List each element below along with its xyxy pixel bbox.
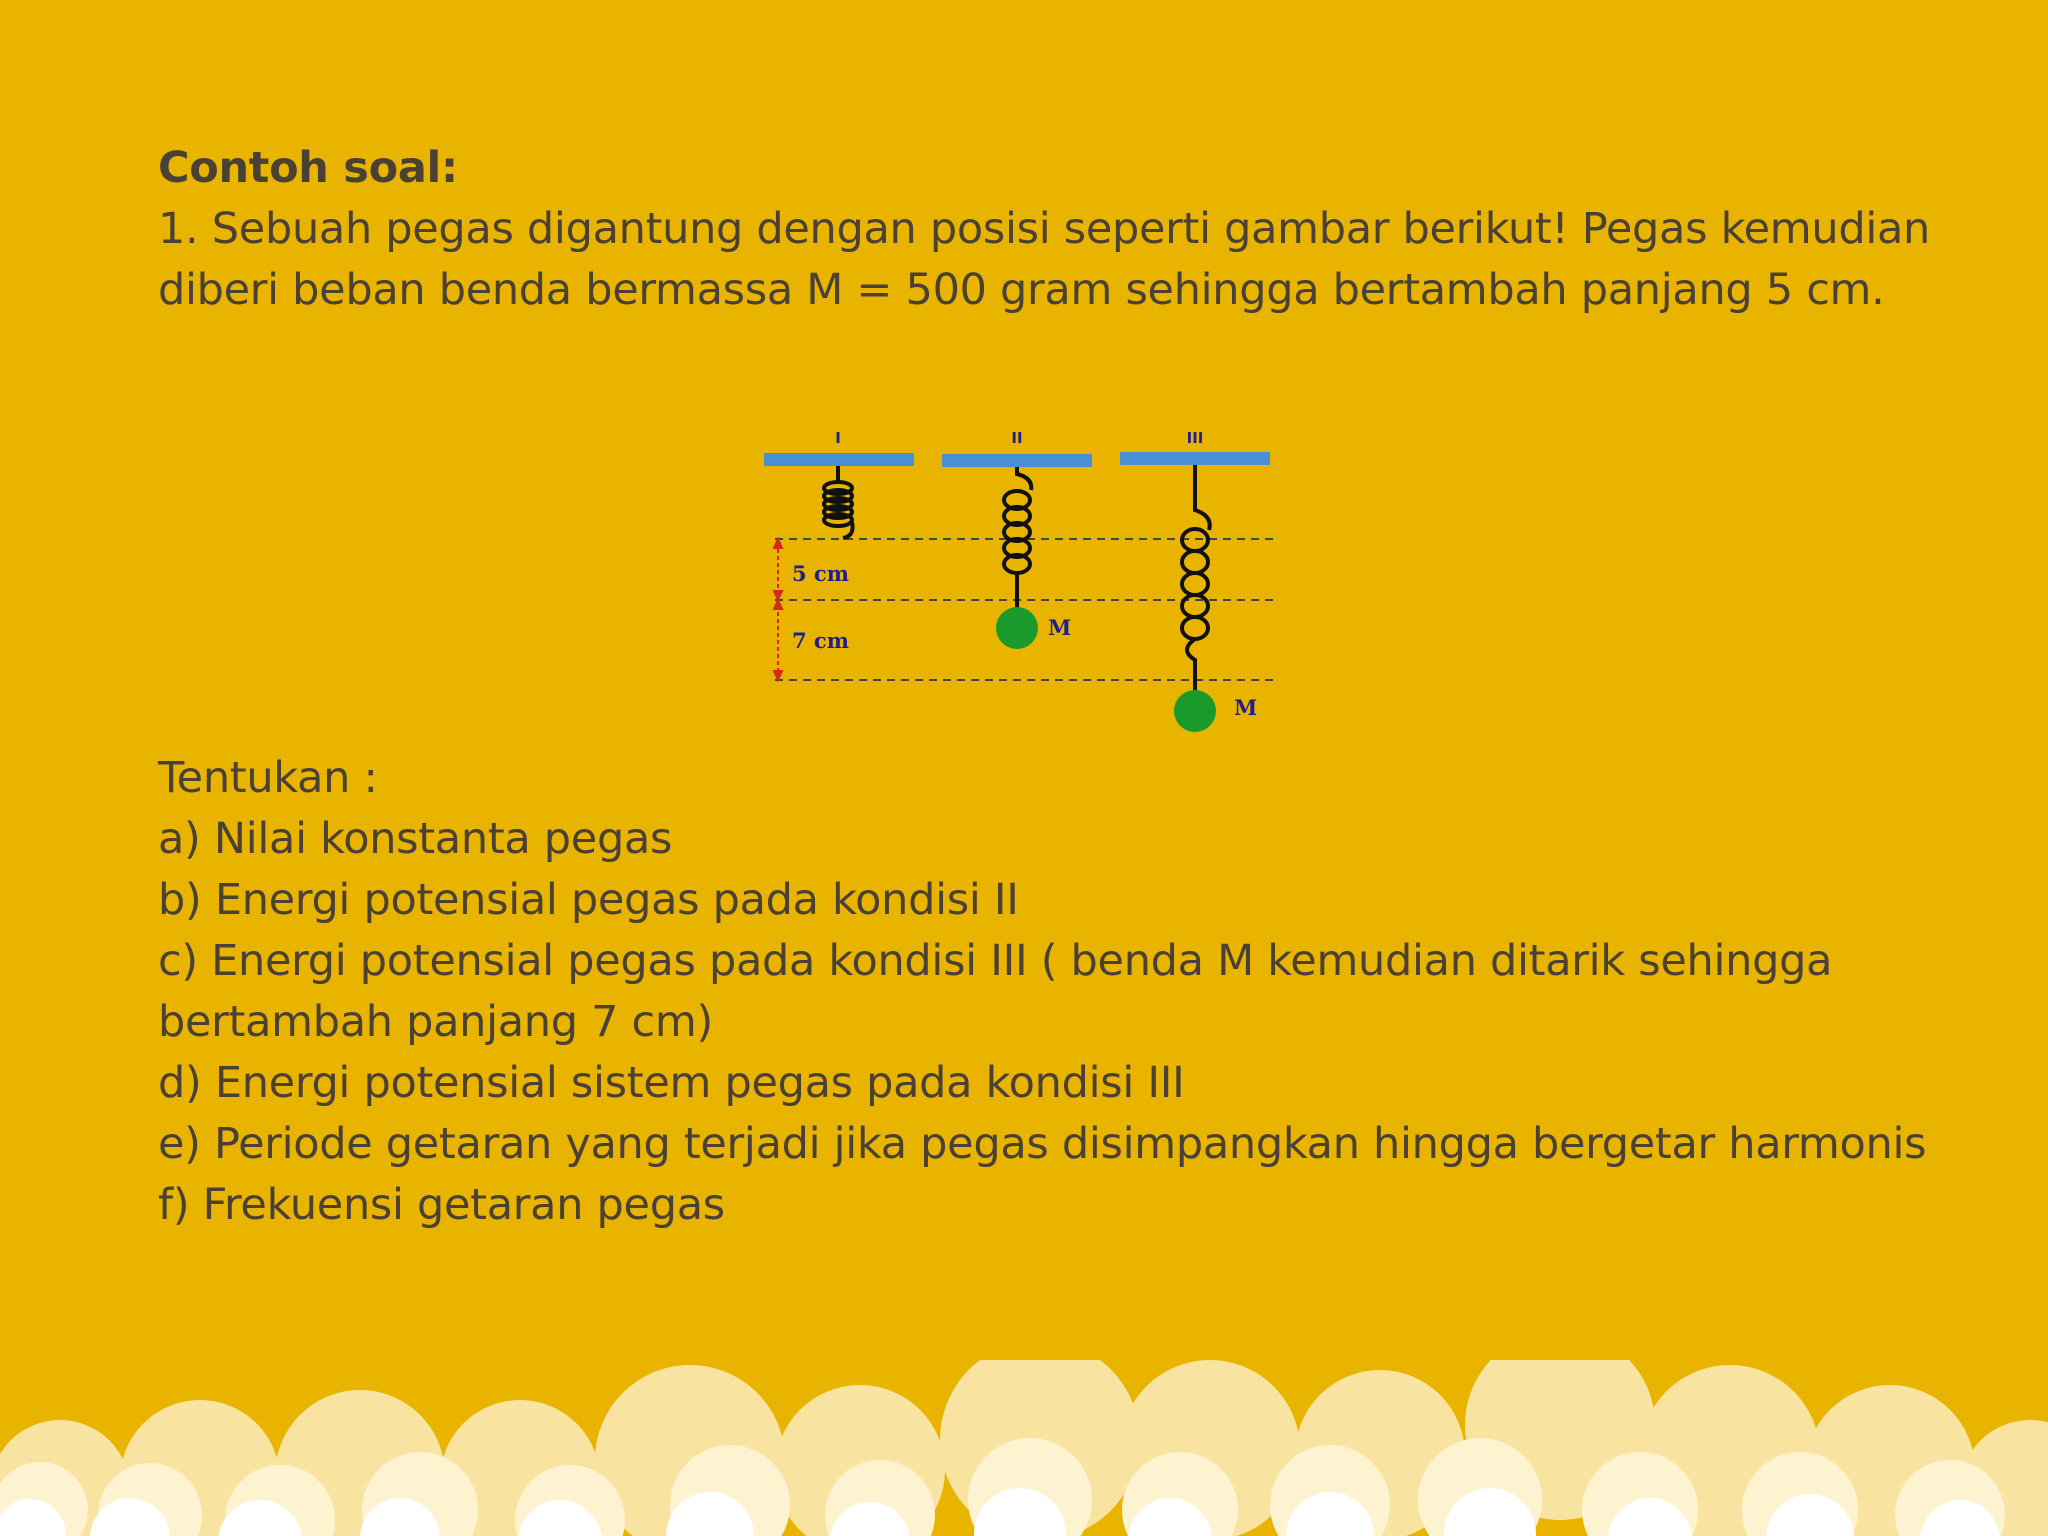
- ceiling-bar-iii: [1120, 452, 1270, 465]
- cloud-decoration: [0, 1360, 2048, 1536]
- ceiling-bar-i: [764, 453, 914, 466]
- task-c: c) Energi potensial pegas pada kondisi III ( benda M kemudian ditarik sehingga: [158, 936, 1833, 986]
- condition-label-i: I: [835, 429, 841, 447]
- problem-line-1: 1. Sebuah pegas digantung dengan posisi seperti gambar berikut! Pegas kemudian: [158, 204, 1930, 254]
- task-a: a) Nilai konstanta pegas: [158, 814, 673, 864]
- mass-label-ii: M: [1048, 615, 1072, 640]
- ceiling-bar-ii: [942, 454, 1092, 467]
- task-b: b) Energi potensial pegas pada kondisi II: [158, 875, 1019, 925]
- spring-i: [824, 466, 853, 538]
- spring-iii: [1182, 465, 1210, 690]
- condition-label-ii: II: [1011, 429, 1023, 447]
- task-prompt: Tentukan :: [158, 753, 378, 803]
- mass-iii: [1174, 690, 1216, 732]
- mass-ii: [996, 607, 1038, 649]
- mass-label-iii: M: [1234, 695, 1258, 720]
- slide-heading: Contoh soal:: [158, 143, 458, 193]
- task-f: f) Frekuensi getaran pegas: [158, 1180, 725, 1230]
- dimension-label-7cm: 7 cm: [792, 628, 849, 653]
- dimension-label-5cm: 5 cm: [792, 561, 849, 586]
- task-e: e) Periode getaran yang terjadi jika pegas disimpangkan hingga bergetar harmonis: [158, 1119, 1927, 1169]
- condition-label-iii: III: [1186, 429, 1204, 447]
- spring-diagram: [755, 418, 1285, 740]
- task-list: [158, 748, 1958, 1236]
- problem-line-2: diberi beban benda bermassa M = 500 gram sehingga bertambah panjang 5 cm.: [158, 265, 1885, 315]
- problem-text: [158, 138, 1958, 321]
- task-d: d) Energi potensial sistem pegas pada kondisi III: [158, 1058, 1185, 1108]
- dimension-arrow: [774, 539, 782, 680]
- spring-ii: [1004, 467, 1031, 610]
- task-c-continued: bertambah panjang 7 cm): [158, 997, 713, 1047]
